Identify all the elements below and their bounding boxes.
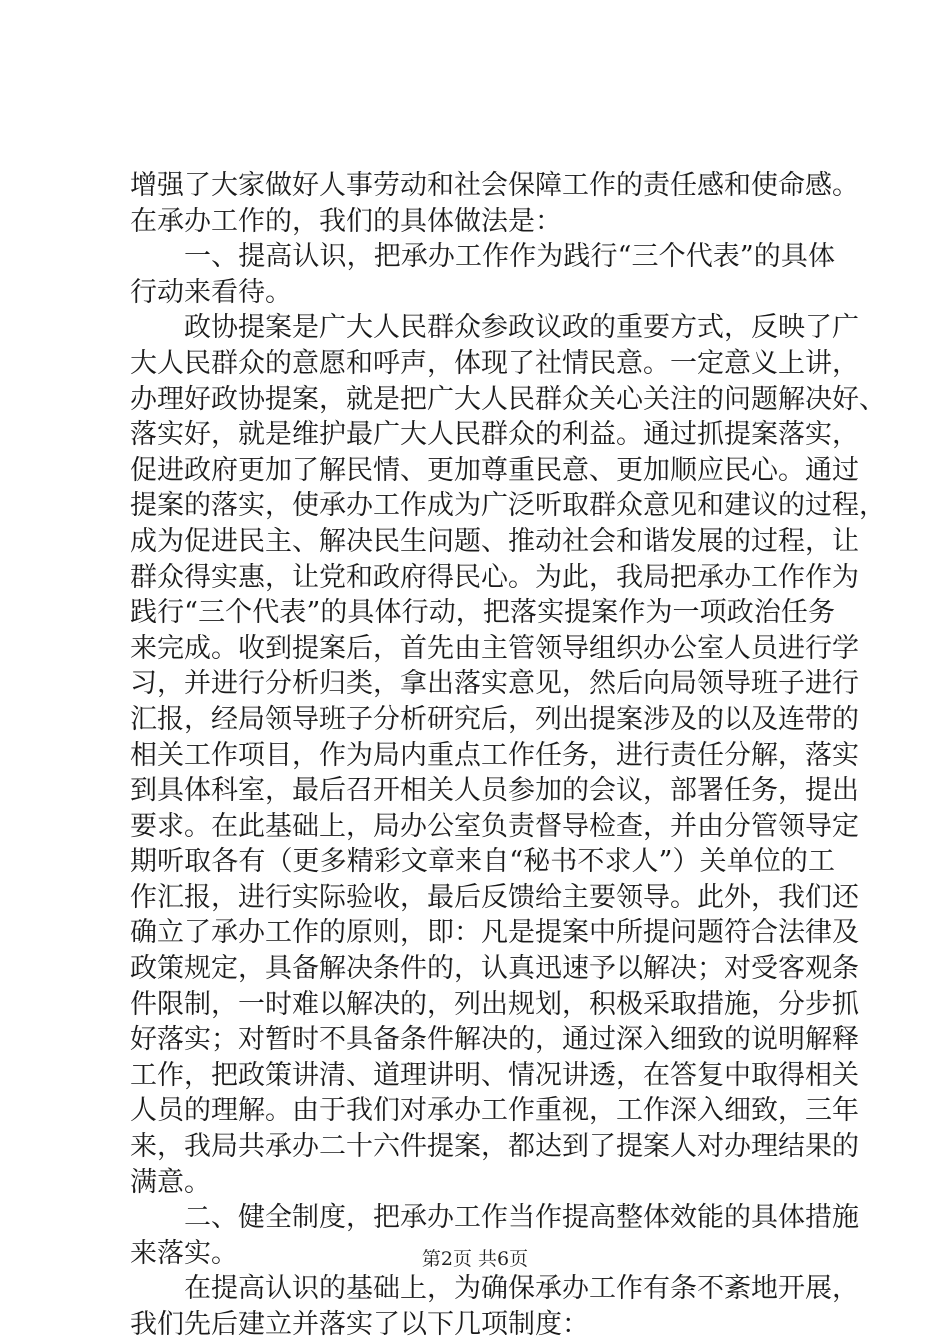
text-line: 促进政府更加了解民情、更加尊重民意、更加顺应民心。通过 bbox=[130, 454, 859, 486]
text-line: 一、提高认识，把承办工作作为践行“三个代表”的具体 bbox=[184, 241, 835, 273]
body-text bbox=[130, 168, 886, 1343]
text-line: 确立了承办工作的原则，即：凡是提案中所提问题符合法律及 bbox=[130, 917, 859, 949]
text-line: 期听取各有（更多精彩文章来自“秘书不求人”）关单位的工 bbox=[130, 846, 835, 878]
text-line: 习，并进行分析归类，拿出落实意见，然后向局领导班子进行 bbox=[130, 668, 859, 700]
text-line: 群众得实惠，让党和政府得民心。为此，我局把承办工作作为 bbox=[130, 561, 859, 593]
text-line: 落实好，就是维护最广大人民群众的利益。通过抓提案落实， bbox=[130, 419, 859, 451]
text-line: 来落实。 bbox=[130, 1237, 238, 1269]
text-line: 好落实；对暂时不具备条件解决的，通过深入细致的说明解释 bbox=[130, 1024, 859, 1056]
text-line: 大人民群众的意愿和呼声，体现了社情民意。一定意义上讲， bbox=[130, 347, 859, 379]
text-line: 政协提案是广大人民群众参政议政的重要方式，反映了广 bbox=[184, 312, 859, 344]
text-line: 要求。在此基础上，局办公室负责督导检查，并由分管领导定 bbox=[130, 810, 859, 842]
text-line: 作汇报，进行实际验收，最后反馈给主要领导。此外，我们还 bbox=[130, 881, 859, 913]
text-line: 满意。 bbox=[130, 1166, 211, 1198]
text-line: 来完成。收到提案后，首先由主管领导组织办公室人员进行学 bbox=[130, 632, 859, 664]
text-line: 我们先后建立并落实了以下几项制度： bbox=[130, 1309, 589, 1340]
text-line: 行动来看待。 bbox=[130, 276, 292, 308]
text-line: 在承办工作的，我们的具体做法是： bbox=[130, 205, 562, 237]
text-line: 政策规定，具备解决条件的，认真迅速予以解决；对受客观条 bbox=[130, 953, 859, 985]
page-footer: 第2页 共6页 bbox=[421, 1248, 529, 1270]
text-line: 件限制，一时难以解决的，列出规划，积极采取措施，分步抓 bbox=[130, 988, 859, 1020]
text-line: 践行“三个代表”的具体行动，把落实提案作为一项政治任务 bbox=[130, 597, 835, 629]
text-line: 工作，把政策讲清、道理讲明、情况讲透，在答复中取得相关 bbox=[130, 1059, 859, 1091]
text-line: 成为促进民主、解决民生问题、推动社会和谐发展的过程，让 bbox=[130, 525, 859, 557]
text-line: 到具体科室，最后召开相关人员参加的会议，部署任务，提出 bbox=[130, 775, 859, 807]
text-line: 来，我局共承办二十六件提案，都达到了提案人对办理结果的 bbox=[130, 1131, 859, 1163]
text-line: 相关工作项目，作为局内重点工作任务，进行责任分解，落实 bbox=[130, 739, 859, 771]
text-line: 人员的理解。由于我们对承办工作重视，工作深入细致，三年 bbox=[130, 1095, 859, 1127]
text-line: 在提高认识的基础上，为确保承办工作有条不紊地开展， bbox=[184, 1273, 859, 1305]
text-line: 办理好政协提案，就是把广大人民群众关心关注的问题解决好、 bbox=[130, 383, 886, 415]
text-line: 提案的落实，使承办工作成为广泛听取群众意见和建议的过程， bbox=[130, 490, 886, 522]
text-line: 二、健全制度，把承办工作当作提高整体效能的具体措施 bbox=[184, 1202, 859, 1234]
text-line: 增强了大家做好人事劳动和社会保障工作的责任感和使命感。 bbox=[130, 170, 859, 201]
text-line: 汇报，经局领导班子分析研究后，列出提案涉及的以及连带的 bbox=[130, 703, 859, 735]
